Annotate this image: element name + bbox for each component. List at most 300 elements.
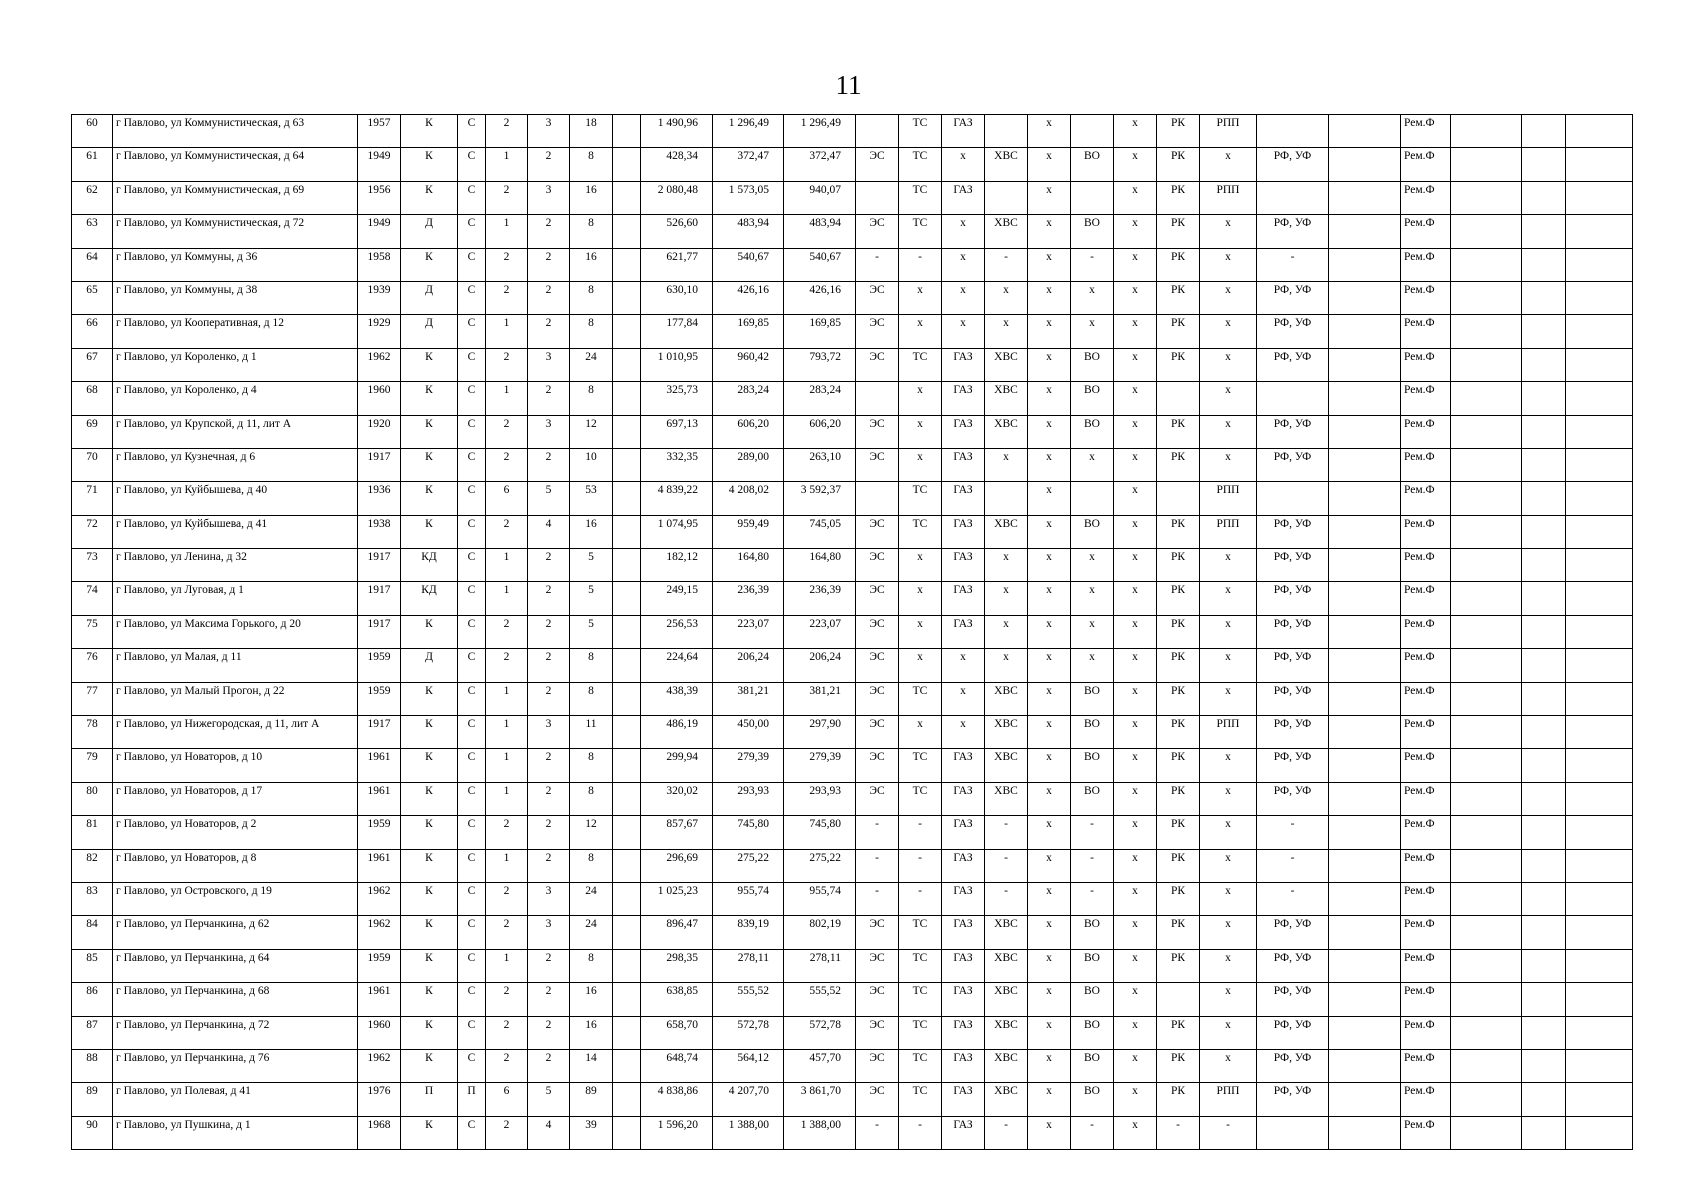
floors-cell: 1 bbox=[486, 949, 528, 982]
gas-cell: ГАЗ bbox=[942, 1016, 985, 1049]
year-cell: 1917 bbox=[358, 448, 401, 481]
electricity-cell bbox=[856, 382, 899, 415]
empty-cell bbox=[1451, 1116, 1522, 1149]
fund-cell: Рем.Ф bbox=[1401, 949, 1451, 982]
fund-cell: Рем.Ф bbox=[1401, 782, 1451, 815]
heating-cell: ТС bbox=[899, 1083, 942, 1116]
other-utility-cell: х bbox=[1114, 115, 1157, 148]
address-cell: г Павлово, ул Перчанкина, д 62 bbox=[113, 916, 358, 949]
address-cell: г Павлово, ул Новаторов, д 8 bbox=[113, 849, 358, 882]
empty-cell bbox=[1566, 1049, 1633, 1082]
rpp-cell: РПП bbox=[1200, 181, 1257, 214]
rk-cell: РК bbox=[1157, 916, 1200, 949]
empty-cell bbox=[613, 148, 641, 181]
floors-cell: 2 bbox=[486, 1116, 528, 1149]
empty-cell bbox=[1566, 549, 1633, 582]
building-type-cell: К bbox=[401, 1116, 458, 1149]
fund-cell: Рем.Ф bbox=[1401, 1116, 1451, 1149]
fund-cell: Рем.Ф bbox=[1401, 549, 1451, 582]
rpp-cell: х bbox=[1200, 983, 1257, 1016]
empty-cell bbox=[1522, 816, 1566, 849]
fund-cell: Рем.Ф bbox=[1401, 649, 1451, 682]
table-row bbox=[72, 1116, 1633, 1149]
rf-uf-cell: - bbox=[1257, 816, 1329, 849]
rk-cell: РК bbox=[1157, 649, 1200, 682]
row-number-cell: 65 bbox=[72, 281, 113, 314]
year-cell: 1939 bbox=[358, 281, 401, 314]
rk-cell: РК bbox=[1157, 215, 1200, 248]
cold-water-cell bbox=[985, 181, 1028, 214]
floors-cell: 2 bbox=[486, 281, 528, 314]
other-utility-cell: х bbox=[1114, 1116, 1157, 1149]
electricity-cell: ЭС bbox=[856, 615, 899, 648]
other-utility-cell: х bbox=[1114, 649, 1157, 682]
rpp-cell: х bbox=[1200, 1016, 1257, 1049]
empty-cell bbox=[1566, 482, 1633, 515]
rk-cell: РК bbox=[1157, 615, 1200, 648]
floors-cell: 1 bbox=[486, 148, 528, 181]
empty-cell bbox=[613, 949, 641, 982]
other-utility-cell: х bbox=[1114, 849, 1157, 882]
table-row bbox=[72, 382, 1633, 415]
empty-cell bbox=[613, 615, 641, 648]
gas-cell: ГАЗ bbox=[942, 348, 985, 381]
private-area-cell: 263,10 bbox=[784, 448, 856, 481]
sewage-cell: ВО bbox=[1071, 682, 1114, 715]
empty-cell bbox=[1451, 348, 1522, 381]
rk-cell: РК bbox=[1157, 882, 1200, 915]
year-cell: 1961 bbox=[358, 749, 401, 782]
cold-water-cell: х bbox=[985, 549, 1028, 582]
other-utility-cell: х bbox=[1114, 782, 1157, 815]
private-area-cell: 297,90 bbox=[784, 716, 856, 749]
rf-uf-cell bbox=[1257, 482, 1329, 515]
building-type-cell: К bbox=[401, 248, 458, 281]
empty-cell bbox=[1566, 882, 1633, 915]
address-cell: г Павлово, ул Малая, д 11 bbox=[113, 649, 358, 682]
sewage-cell: ВО bbox=[1071, 515, 1114, 548]
gas-cell: х bbox=[942, 148, 985, 181]
building-type-cell: Д bbox=[401, 649, 458, 682]
empty-cell bbox=[1329, 315, 1401, 348]
address-cell: г Павлово, ул Кооперативная, д 12 bbox=[113, 315, 358, 348]
rk-cell: РК bbox=[1157, 315, 1200, 348]
floors-cell: 1 bbox=[486, 749, 528, 782]
fund-cell: Рем.Ф bbox=[1401, 1083, 1451, 1116]
rk-cell: РК bbox=[1157, 348, 1200, 381]
living-area-cell: 572,78 bbox=[713, 1016, 784, 1049]
rpp-cell: х bbox=[1200, 348, 1257, 381]
row-number-cell: 69 bbox=[72, 415, 113, 448]
empty-cell bbox=[1522, 115, 1566, 148]
address-cell: г Павлово, ул Новаторов, д 17 bbox=[113, 782, 358, 815]
apartments-cell: 24 bbox=[570, 916, 613, 949]
row-number-cell: 63 bbox=[72, 215, 113, 248]
entrances-cell: 2 bbox=[528, 315, 570, 348]
empty-cell bbox=[1329, 582, 1401, 615]
gas-cell: х bbox=[942, 215, 985, 248]
floors-cell: 2 bbox=[486, 1016, 528, 1049]
sewage-cell: - bbox=[1071, 882, 1114, 915]
fund-cell: Рем.Ф bbox=[1401, 816, 1451, 849]
hot-water-cell: х bbox=[1028, 1116, 1071, 1149]
cold-water-cell: - bbox=[985, 882, 1028, 915]
table-row bbox=[72, 515, 1633, 548]
floors-cell: 2 bbox=[486, 615, 528, 648]
heating-cell: ТС bbox=[899, 348, 942, 381]
hot-water-cell: х bbox=[1028, 716, 1071, 749]
empty-cell bbox=[1451, 1083, 1522, 1116]
wall-material-cell: С bbox=[458, 615, 486, 648]
empty-cell bbox=[1522, 983, 1566, 1016]
private-area-cell: 169,85 bbox=[784, 315, 856, 348]
building-type-cell: К bbox=[401, 716, 458, 749]
hot-water-cell: х bbox=[1028, 749, 1071, 782]
empty-cell bbox=[1566, 582, 1633, 615]
electricity-cell bbox=[856, 482, 899, 515]
rpp-cell: х bbox=[1200, 215, 1257, 248]
cold-water-cell: ХВС bbox=[985, 1016, 1028, 1049]
rpp-cell: х bbox=[1200, 148, 1257, 181]
total-area-cell: 638,85 bbox=[641, 983, 713, 1016]
table-row bbox=[72, 549, 1633, 582]
rf-uf-cell: РФ, УФ bbox=[1257, 649, 1329, 682]
private-area-cell: 3 592,37 bbox=[784, 482, 856, 515]
sewage-cell: ВО bbox=[1071, 382, 1114, 415]
table-row bbox=[72, 949, 1633, 982]
cold-water-cell: х bbox=[985, 582, 1028, 615]
rf-uf-cell: РФ, УФ bbox=[1257, 1016, 1329, 1049]
table-row bbox=[72, 882, 1633, 915]
wall-material-cell: С bbox=[458, 281, 486, 314]
rf-uf-cell: РФ, УФ bbox=[1257, 448, 1329, 481]
apartments-cell: 24 bbox=[570, 882, 613, 915]
heating-cell: х bbox=[899, 382, 942, 415]
sewage-cell bbox=[1071, 482, 1114, 515]
empty-cell bbox=[1566, 215, 1633, 248]
rpp-cell: х bbox=[1200, 1049, 1257, 1082]
fund-cell: Рем.Ф bbox=[1401, 348, 1451, 381]
table-row bbox=[72, 916, 1633, 949]
other-utility-cell: х bbox=[1114, 382, 1157, 415]
sewage-cell: - bbox=[1071, 849, 1114, 882]
empty-cell bbox=[1451, 248, 1522, 281]
building-type-cell: Д bbox=[401, 315, 458, 348]
apartments-cell: 11 bbox=[570, 716, 613, 749]
year-cell: 1962 bbox=[358, 1049, 401, 1082]
gas-cell: ГАЗ bbox=[942, 1083, 985, 1116]
rk-cell: РК bbox=[1157, 849, 1200, 882]
rk-cell: РК bbox=[1157, 448, 1200, 481]
living-area-cell: 278,11 bbox=[713, 949, 784, 982]
sewage-cell: ВО bbox=[1071, 782, 1114, 815]
table-row bbox=[72, 716, 1633, 749]
row-number-cell: 72 bbox=[72, 515, 113, 548]
total-area-cell: 298,35 bbox=[641, 949, 713, 982]
empty-cell bbox=[1522, 782, 1566, 815]
living-area-cell: 606,20 bbox=[713, 415, 784, 448]
gas-cell: ГАЗ bbox=[942, 849, 985, 882]
heating-cell: ТС bbox=[899, 148, 942, 181]
empty-cell bbox=[1566, 1016, 1633, 1049]
gas-cell: х bbox=[942, 649, 985, 682]
empty-cell bbox=[1522, 949, 1566, 982]
row-number-cell: 87 bbox=[72, 1016, 113, 1049]
year-cell: 1956 bbox=[358, 181, 401, 214]
apartments-cell: 24 bbox=[570, 348, 613, 381]
rf-uf-cell: РФ, УФ bbox=[1257, 281, 1329, 314]
living-area-cell: 839,19 bbox=[713, 916, 784, 949]
rk-cell: РК bbox=[1157, 248, 1200, 281]
building-type-cell: Д bbox=[401, 215, 458, 248]
fund-cell: Рем.Ф bbox=[1401, 515, 1451, 548]
entrances-cell: 4 bbox=[528, 515, 570, 548]
hot-water-cell: х bbox=[1028, 782, 1071, 815]
rk-cell: РК bbox=[1157, 148, 1200, 181]
rpp-cell: х bbox=[1200, 849, 1257, 882]
empty-cell bbox=[1566, 415, 1633, 448]
rf-uf-cell bbox=[1257, 1116, 1329, 1149]
empty-cell bbox=[1566, 382, 1633, 415]
apartments-cell: 10 bbox=[570, 448, 613, 481]
private-area-cell: 164,80 bbox=[784, 549, 856, 582]
empty-cell bbox=[1329, 849, 1401, 882]
rf-uf-cell: РФ, УФ bbox=[1257, 716, 1329, 749]
wall-material-cell: С bbox=[458, 916, 486, 949]
empty-cell bbox=[1451, 1049, 1522, 1082]
cold-water-cell: х bbox=[985, 615, 1028, 648]
apartments-cell: 89 bbox=[570, 1083, 613, 1116]
cold-water-cell: х bbox=[985, 448, 1028, 481]
empty-cell bbox=[1329, 515, 1401, 548]
rk-cell bbox=[1157, 482, 1200, 515]
gas-cell: ГАЗ bbox=[942, 448, 985, 481]
table-row bbox=[72, 348, 1633, 381]
cold-water-cell: х bbox=[985, 649, 1028, 682]
empty-cell bbox=[1522, 1049, 1566, 1082]
heating-cell: ТС bbox=[899, 983, 942, 1016]
entrances-cell: 5 bbox=[528, 1083, 570, 1116]
building-type-cell: П bbox=[401, 1083, 458, 1116]
apartments-cell: 8 bbox=[570, 315, 613, 348]
hot-water-cell: х bbox=[1028, 983, 1071, 1016]
row-number-cell: 64 bbox=[72, 248, 113, 281]
gas-cell: ГАЗ bbox=[942, 181, 985, 214]
empty-cell bbox=[1566, 1083, 1633, 1116]
total-area-cell: 325,73 bbox=[641, 382, 713, 415]
building-type-cell: К bbox=[401, 1016, 458, 1049]
apartments-cell: 39 bbox=[570, 1116, 613, 1149]
empty-cell bbox=[1522, 1083, 1566, 1116]
floors-cell: 2 bbox=[486, 816, 528, 849]
sewage-cell: ВО bbox=[1071, 1049, 1114, 1082]
row-number-cell: 83 bbox=[72, 882, 113, 915]
total-area-cell: 182,12 bbox=[641, 549, 713, 582]
wall-material-cell: С bbox=[458, 1049, 486, 1082]
heating-cell: ТС bbox=[899, 215, 942, 248]
heating-cell: х bbox=[899, 582, 942, 615]
electricity-cell: ЭС bbox=[856, 716, 899, 749]
table-row bbox=[72, 782, 1633, 815]
empty-cell bbox=[1522, 248, 1566, 281]
cold-water-cell: х bbox=[985, 281, 1028, 314]
total-area-cell: 1 010,95 bbox=[641, 348, 713, 381]
empty-cell bbox=[1566, 649, 1633, 682]
row-number-cell: 75 bbox=[72, 615, 113, 648]
row-number-cell: 73 bbox=[72, 549, 113, 582]
living-area-cell: 289,00 bbox=[713, 448, 784, 481]
year-cell: 1949 bbox=[358, 215, 401, 248]
empty-cell bbox=[1451, 716, 1522, 749]
empty-cell bbox=[613, 782, 641, 815]
empty-cell bbox=[613, 348, 641, 381]
address-cell: г Павлово, ул Луговая, д 1 bbox=[113, 582, 358, 615]
rf-uf-cell: РФ, УФ bbox=[1257, 916, 1329, 949]
gas-cell: х bbox=[942, 682, 985, 715]
table-row bbox=[72, 1049, 1633, 1082]
private-area-cell: 278,11 bbox=[784, 949, 856, 982]
empty-cell bbox=[1566, 849, 1633, 882]
living-area-cell: 236,39 bbox=[713, 582, 784, 615]
heating-cell: ТС bbox=[899, 181, 942, 214]
hot-water-cell: х bbox=[1028, 348, 1071, 381]
empty-cell bbox=[1566, 281, 1633, 314]
total-area-cell: 621,77 bbox=[641, 248, 713, 281]
hot-water-cell: х bbox=[1028, 315, 1071, 348]
year-cell: 1929 bbox=[358, 315, 401, 348]
gas-cell: ГАЗ bbox=[942, 782, 985, 815]
empty-cell bbox=[1451, 415, 1522, 448]
cold-water-cell: - bbox=[985, 1116, 1028, 1149]
rk-cell: РК bbox=[1157, 181, 1200, 214]
year-cell: 1957 bbox=[358, 115, 401, 148]
empty-cell bbox=[1329, 382, 1401, 415]
year-cell: 1959 bbox=[358, 649, 401, 682]
gas-cell: ГАЗ bbox=[942, 1116, 985, 1149]
row-number-cell: 71 bbox=[72, 482, 113, 515]
empty-cell bbox=[613, 248, 641, 281]
electricity-cell: ЭС bbox=[856, 649, 899, 682]
total-area-cell: 256,53 bbox=[641, 615, 713, 648]
empty-cell bbox=[1566, 515, 1633, 548]
rk-cell bbox=[1157, 983, 1200, 1016]
entrances-cell: 2 bbox=[528, 849, 570, 882]
empty-cell bbox=[1451, 148, 1522, 181]
fund-cell: Рем.Ф bbox=[1401, 716, 1451, 749]
living-area-cell: 164,80 bbox=[713, 549, 784, 582]
empty-cell bbox=[1451, 749, 1522, 782]
wall-material-cell: С bbox=[458, 448, 486, 481]
heating-cell: ТС bbox=[899, 1049, 942, 1082]
floors-cell: 2 bbox=[486, 983, 528, 1016]
empty-cell bbox=[1566, 716, 1633, 749]
fund-cell: Рем.Ф bbox=[1401, 682, 1451, 715]
rpp-cell: х bbox=[1200, 315, 1257, 348]
year-cell: 1959 bbox=[358, 949, 401, 982]
apartments-cell: 12 bbox=[570, 415, 613, 448]
floors-cell: 1 bbox=[486, 582, 528, 615]
wall-material-cell: П bbox=[458, 1083, 486, 1116]
other-utility-cell: х bbox=[1114, 482, 1157, 515]
floors-cell: 2 bbox=[486, 515, 528, 548]
row-number-cell: 62 bbox=[72, 181, 113, 214]
living-area-cell: 279,39 bbox=[713, 749, 784, 782]
cold-water-cell: ХВС bbox=[985, 148, 1028, 181]
electricity-cell: ЭС bbox=[856, 515, 899, 548]
wall-material-cell: С bbox=[458, 983, 486, 1016]
private-area-cell: 745,80 bbox=[784, 816, 856, 849]
heating-cell: ТС bbox=[899, 1016, 942, 1049]
rpp-cell: х bbox=[1200, 949, 1257, 982]
year-cell: 1968 bbox=[358, 1116, 401, 1149]
address-cell: г Павлово, ул Перчанкина, д 72 bbox=[113, 1016, 358, 1049]
private-area-cell: 457,70 bbox=[784, 1049, 856, 1082]
table-row bbox=[72, 181, 1633, 214]
electricity-cell: - bbox=[856, 248, 899, 281]
heating-cell: ТС bbox=[899, 916, 942, 949]
other-utility-cell: х bbox=[1114, 315, 1157, 348]
wall-material-cell: С bbox=[458, 148, 486, 181]
year-cell: 1961 bbox=[358, 782, 401, 815]
address-cell: г Павлово, ул Максима Горького, д 20 bbox=[113, 615, 358, 648]
fund-cell: Рем.Ф bbox=[1401, 916, 1451, 949]
empty-cell bbox=[1566, 315, 1633, 348]
private-area-cell: 206,24 bbox=[784, 649, 856, 682]
gas-cell: ГАЗ bbox=[942, 482, 985, 515]
empty-cell bbox=[1329, 281, 1401, 314]
living-area-cell: 745,80 bbox=[713, 816, 784, 849]
row-number-cell: 66 bbox=[72, 315, 113, 348]
total-area-cell: 648,74 bbox=[641, 1049, 713, 1082]
rk-cell: РК bbox=[1157, 749, 1200, 782]
total-area-cell: 4 838,86 bbox=[641, 1083, 713, 1116]
total-area-cell: 1 025,23 bbox=[641, 882, 713, 915]
heating-cell: ТС bbox=[899, 682, 942, 715]
entrances-cell: 2 bbox=[528, 1049, 570, 1082]
empty-cell bbox=[1566, 682, 1633, 715]
rk-cell: РК bbox=[1157, 1049, 1200, 1082]
gas-cell: х bbox=[942, 281, 985, 314]
address-cell: г Павлово, ул Куйбышева, д 40 bbox=[113, 482, 358, 515]
empty-cell bbox=[1566, 181, 1633, 214]
empty-cell bbox=[1566, 749, 1633, 782]
living-area-cell: 555,52 bbox=[713, 983, 784, 1016]
living-area-cell: 955,74 bbox=[713, 882, 784, 915]
row-number-cell: 67 bbox=[72, 348, 113, 381]
year-cell: 1962 bbox=[358, 916, 401, 949]
rpp-cell: РПП bbox=[1200, 482, 1257, 515]
rf-uf-cell: РФ, УФ bbox=[1257, 315, 1329, 348]
heating-cell: - bbox=[899, 849, 942, 882]
row-number-cell: 77 bbox=[72, 682, 113, 715]
row-number-cell: 60 bbox=[72, 115, 113, 148]
floors-cell: 1 bbox=[486, 682, 528, 715]
cold-water-cell: ХВС bbox=[985, 415, 1028, 448]
gas-cell: ГАЗ bbox=[942, 582, 985, 615]
empty-cell bbox=[613, 1049, 641, 1082]
other-utility-cell: х bbox=[1114, 1083, 1157, 1116]
sewage-cell: ВО bbox=[1071, 415, 1114, 448]
row-number-cell: 84 bbox=[72, 916, 113, 949]
building-type-cell: К bbox=[401, 615, 458, 648]
hot-water-cell: х bbox=[1028, 281, 1071, 314]
table-row bbox=[72, 1016, 1633, 1049]
electricity-cell: ЭС bbox=[856, 782, 899, 815]
entrances-cell: 3 bbox=[528, 916, 570, 949]
address-cell: г Павлово, ул Перчанкина, д 76 bbox=[113, 1049, 358, 1082]
table-row bbox=[72, 148, 1633, 181]
heating-cell: х bbox=[899, 649, 942, 682]
